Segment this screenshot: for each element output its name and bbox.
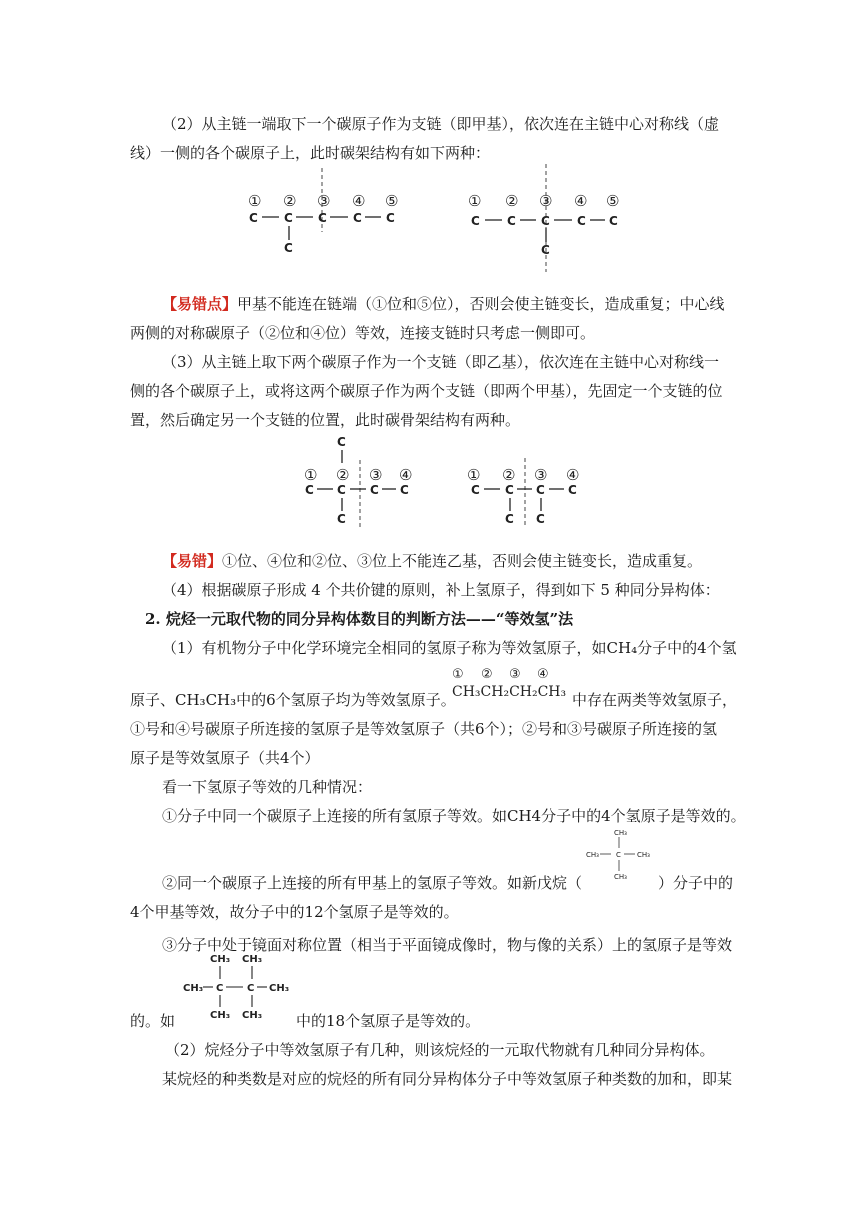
paragraph-line: 原子、CH₃CH₃中的6个氢原子均为等效氢原子。 <box>130 691 456 709</box>
position-label: ① <box>452 667 464 682</box>
position-label: ④ <box>399 466 413 484</box>
carbon-atom: C <box>400 483 409 497</box>
paragraph-line: 的。如 <box>130 1012 176 1030</box>
neopentane-structure <box>578 826 668 884</box>
carbon-atom: C <box>318 211 327 225</box>
paragraph-line: 原子是等效氢原子（共4个） <box>130 749 320 767</box>
carbon-atom: C <box>536 512 545 526</box>
carbon-atom: C <box>216 983 224 994</box>
carbon-atom: C <box>370 483 379 497</box>
carbon-atom: C <box>609 214 618 228</box>
paragraph-line: （4）根据碳原子形成 4 个共价键的原则，补上氢原子，得到如下 5 种同分异构体： <box>162 581 720 599</box>
position-label: ② <box>336 466 350 484</box>
section-heading: 2. 烷烃一元取代物的同分异构体数目的判断方法——“等效氢”法 <box>145 610 574 628</box>
error-prone-label: 【易错点】 <box>162 295 238 313</box>
paragraph-line: （2）烷烃分子中等效氢原子有几种，则该烷烃的一元取代物就有几种同分异构体。 <box>165 1041 715 1059</box>
position-label: ④ <box>574 192 588 210</box>
paragraph-line: （3）从主链上取下两个碳原子作为一个支链（即乙基），依次连在主链中心对称线一 <box>162 353 720 371</box>
position-label: ③ <box>534 466 548 484</box>
position-label: ① <box>467 466 481 484</box>
paragraph-line: 中的18个氢原子是等效的。 <box>296 1012 481 1030</box>
skeleton-methyl-at-2 <box>248 168 398 255</box>
paragraph-line: 侧的各个碳原子上，或将这两个碳原子作为两个支链（即两个甲基），先固定一个支链的位 <box>130 382 723 400</box>
skeleton-2-2-dimethyl <box>304 435 412 528</box>
position-label: ③ <box>509 667 521 682</box>
position-label: ⑤ <box>606 192 620 210</box>
methyl-group: CH₃ <box>614 829 627 837</box>
carbon-atom: C <box>284 211 293 225</box>
paragraph-line <box>162 294 725 314</box>
position-label: ① <box>248 192 262 210</box>
position-label: ② <box>502 466 516 484</box>
paragraph-line <box>162 551 702 571</box>
paragraph-line: ②同一个碳原子上连接的所有甲基上的氢原子等效。如新戊烷（ <box>162 874 583 892</box>
carbon-atom: C <box>536 483 545 497</box>
carbon-atom: C <box>505 512 514 526</box>
position-label: ⑤ <box>385 192 399 210</box>
paragraph-text: ①位、④位和②位、③位上不能连乙基，否则会使主链变长，造成重复。 <box>222 552 703 570</box>
position-label: ④ <box>537 667 549 682</box>
paragraph-line: 中存在两类等效氢原子， <box>572 691 738 709</box>
paragraph-line: 两侧的对称碳原子（②位和④位）等效，连接支链时只考虑一侧即可。 <box>130 324 596 342</box>
position-label: ③ <box>317 192 331 210</box>
position-label: ② <box>505 192 519 210</box>
skeleton-2-3-dimethyl <box>467 458 579 528</box>
carbon-atom: C <box>284 241 293 255</box>
methyl-group: CH₃ <box>242 1010 263 1020</box>
carbon-skeleton-diagram-dimethyl <box>295 430 595 530</box>
carbon-skeleton-diagram-methyl <box>235 160 635 275</box>
carbon-atom: C <box>353 211 362 225</box>
carbon-atom: C <box>337 483 346 497</box>
carbon-atom: C <box>577 214 586 228</box>
carbon-atom: C <box>337 435 346 449</box>
paragraph-line: 看一下氢原子等效的几种情况： <box>162 778 373 796</box>
methyl-group: CH₃ <box>210 1010 231 1020</box>
methyl-group: CH₃ <box>242 954 263 965</box>
carbon-atom: C <box>386 211 395 225</box>
paragraph-line: （2）从主链一端取下一个碳原子作为支链（即甲基），依次连在主链中心对称线（虚 <box>162 115 720 133</box>
methyl-group: CH₃ <box>614 873 627 881</box>
butane-structure <box>452 662 572 702</box>
paragraph-line: 线）一侧的各个碳原子上，此时碳架结构有如下两种： <box>130 144 491 162</box>
methyl-group: CH₃ <box>586 851 599 859</box>
paragraph-line: ①号和④号碳原子所连接的氢原子是等效氢原子（共6个）；②号和③号碳原子所连接的氢 <box>130 720 718 738</box>
paragraph-line: 某烷烃的种类数是对应的烷烃的所有同分异构体分子中等效氢原子种类数的加和，即某 <box>162 1070 733 1088</box>
carbon-atom: C <box>616 851 621 859</box>
paragraph-line: ）分子中的 <box>658 874 734 892</box>
paragraph-line: 置，然后确定另一个支链的位置，此时碳骨架结构有两种。 <box>130 411 521 429</box>
methyl-group: CH₃ <box>269 983 290 994</box>
methyl-group: CH₃ <box>183 983 204 994</box>
carbon-atom: C <box>305 483 314 497</box>
position-label: ④ <box>566 466 580 484</box>
butane-formula: CH₃CH₂CH₂CH₃ <box>452 684 567 700</box>
position-label: ① <box>468 192 482 210</box>
tetramethylbutane-structure <box>180 950 295 1020</box>
skeleton-methyl-at-3 <box>468 164 619 272</box>
carbon-atom: C <box>247 983 255 994</box>
position-label: ① <box>304 466 318 484</box>
carbon-atom: C <box>568 483 577 497</box>
position-label: ② <box>283 192 297 210</box>
carbon-atom: C <box>471 483 480 497</box>
position-label: ④ <box>352 192 366 210</box>
carbon-atom: C <box>541 214 550 228</box>
carbon-atom: C <box>507 214 516 228</box>
position-label: ③ <box>539 192 553 210</box>
carbon-atom: C <box>337 512 346 526</box>
paragraph-line: （1）有机物分子中化学环境完全相同的氢原子称为等效氢原子，如CH₄分子中的4个氢 <box>162 639 737 657</box>
methyl-group: CH₃ <box>637 851 650 859</box>
paragraph-text: 甲基不能连在链端（①位和⑤位），否则会使主链变长，造成重复；中心线 <box>237 295 725 313</box>
methyl-group: CH₃ <box>210 954 231 965</box>
carbon-atom: C <box>249 211 258 225</box>
carbon-atom: C <box>541 243 550 257</box>
position-label: ③ <box>369 466 383 484</box>
paragraph-line: 4个甲基等效，故分子中的12个氢原子是等效的。 <box>130 903 459 921</box>
carbon-atom: C <box>471 214 480 228</box>
paragraph-line: ①分子中同一个碳原子上连接的所有氢原子等效。如CH4分子中的4个氢原子是等效的。 <box>162 807 746 825</box>
carbon-atom: C <box>505 483 514 497</box>
error-label: 【易错】 <box>162 552 223 570</box>
paragraph-line: ③分子中处于镜面对称位置（相当于平面镜成像时，物与像的关系）上的氢原子是等效 <box>162 936 733 954</box>
position-label: ② <box>481 667 493 682</box>
